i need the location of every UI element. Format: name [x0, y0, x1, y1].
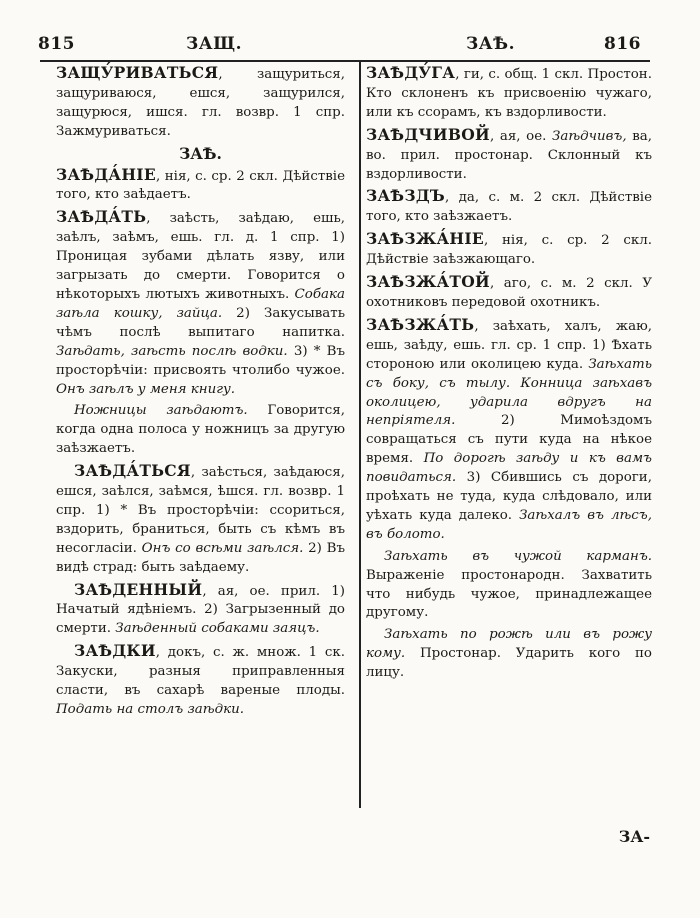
- headword: ЗАѢДЕННЫЙ: [74, 579, 203, 599]
- phrase-nozhnitsy: [56, 402, 345, 459]
- example: Заѣдать, заѣсть послѣ водки.: [56, 343, 288, 359]
- entry-zaezzhatoy: [366, 273, 652, 313]
- example: Заѣденный собаками заяцъ.: [115, 621, 320, 637]
- entry-text: , защуриться, защуриваюся, ешся, защурился, защурюся, ишся. гл. возвр. 1 спр. Зажмуриваться.: [56, 67, 345, 139]
- entry-text: , ая, ое. прил. 1) Начатый ядѣніемъ. 2) Загрызенный до смерти.: [56, 583, 345, 637]
- headword: ЗАѢЗЖА́НІЕ: [366, 229, 484, 249]
- example: По дорогѣ заѣду и къ вамъ повидаться.: [366, 451, 652, 486]
- header-rule: [40, 60, 650, 62]
- headword: ЗАѢДА́НІЕ: [56, 164, 156, 184]
- example: Заѣдчивъ,: [552, 128, 627, 144]
- example: Подать на столъ заѣдки.: [56, 702, 244, 717]
- headword: ЗАѢДА́ТЬСЯ: [74, 461, 191, 481]
- entry-text: , нія, с. ср. 2 скл. Дѣйствіе заѣзжающаго.: [366, 233, 652, 268]
- entry-text: ва, во. прил. простонар. Склонный къ вздорливости.: [366, 128, 652, 182]
- entry-text: , заѣхать, халъ, жаю, ешь, заѣду, ешь. гл. ср. 1 спр. 1) Ѣхать стороною или околицею куда.: [366, 318, 652, 372]
- entry-text: , нія, с. ср. 2 скл. Дѣйствіе того, кто заѣдаетъ.: [56, 168, 345, 203]
- headword: ЗАѢЗЖА́ТЬ: [366, 314, 475, 334]
- entry-text: Выраженіе простонародн. Захватить что нибудь чужое, принадлежащее другому.: [366, 567, 652, 621]
- entry-zaedchivoy: [366, 126, 652, 185]
- entry-zaezzhat: [366, 316, 652, 545]
- page-number-right: 816: [604, 34, 641, 54]
- example: Собака заѣла кошку, зайца.: [56, 286, 345, 321]
- entry-text: , да, с. м. 2 скл. Дѣйствіе того, кто заѣзжаетъ.: [366, 190, 652, 225]
- headword: ЗАЩУ́РИВАТЬСЯ: [56, 63, 219, 82]
- headword: ЗАѢДА́ТЬ: [56, 207, 147, 227]
- headword: ЗАѢЗДЪ: [366, 186, 446, 206]
- entry-text: , докъ, с. ж. множ. 1 ск. Закуски, разныя приправленныя сласти, въ сахарѣ вареные плоды.: [56, 645, 345, 699]
- example: Заѣхать съ боку, съ тылу. Конница заѣхавъ околицею, ударила вдругъ на непріятеля.: [366, 356, 652, 429]
- example: Ножницы заѣдаютъ.: [74, 403, 248, 419]
- column-divider: [359, 62, 361, 808]
- running-head-left: ЗАЩ.: [186, 34, 243, 54]
- headword: ЗАѢЗЖА́ТОЙ: [366, 272, 490, 292]
- catchword: ЗА-: [618, 827, 650, 846]
- entry-zaezzhanie: [366, 230, 652, 270]
- phrase-zaekhat-rozhe: [366, 626, 652, 683]
- entry-zaedanie: [56, 166, 345, 206]
- running-head-right: ЗАѢ.: [466, 34, 515, 54]
- example: Заѣхалъ въ лѣсъ, въ болото.: [366, 507, 652, 542]
- entry-text: , заѣсть, заѣдаю, ешь, заѣлъ, заѣмъ, ешь. гл. д. 1 спр. 1) Проницая зубами дѣлать язву, или загрызать до смерти. Говорится о нѣкоторыхъ лютыхъ животныхъ.: [56, 211, 345, 302]
- entry-zashchurivatsya: [56, 64, 345, 142]
- entry-text: 3) Сбившись съ дороги, проѣхать не туда, куда слѣдовало, или уѣхать куда далеко.: [366, 470, 652, 523]
- example: Онъ заѣлъ у меня книгу.: [56, 381, 236, 397]
- entry-text: 2) Закусывать чѣмъ послѣ выпитаго напитка.: [56, 305, 345, 340]
- section-heading: ЗАѢ.: [179, 143, 222, 163]
- entry-zaedatsya: [56, 462, 345, 577]
- left-column: [56, 64, 345, 723]
- entry-text: 2) Въ видѣ страд: быть заѣдаему.: [56, 540, 345, 575]
- phrase-zaekhat-karman: [366, 548, 652, 624]
- headword: ЗАѢДКИ: [74, 641, 156, 661]
- entry-text: 3) * Въ просторѣчіи: присвоять чтолибо чужое.: [56, 343, 345, 378]
- headword: ЗАѢДЧИВОЙ: [366, 124, 490, 144]
- entry-text: , заѣсться, заѣдаюся, ешся, заѣлся, заѣмся, ѣшся. гл. возвр. 1 спр. 1) * Въ просторѣчіи: ссориться, вздорить, браниться, быть съ кѣмъ въ несогласіи.: [56, 465, 345, 556]
- example: Заѣхать по рожѣ или въ рожу кому.: [366, 627, 652, 662]
- example: Онъ со всѣми заѣлся.: [141, 540, 304, 556]
- right-column: [366, 64, 652, 686]
- entry-text: Простонар. Ударить кого по лицу.: [366, 646, 652, 681]
- entry-text: , аго, с. м. 2 скл. У охотниковъ передовой охотникъ.: [366, 276, 652, 310]
- entry-zaezd: [366, 187, 652, 227]
- entry-text: , ги, с. общ. 1 скл. Простон. Кто склоненъ къ присвоенію чужаго, или къ ссорамъ, къ вздорливости.: [366, 67, 652, 120]
- entry-zaedat: [56, 208, 345, 399]
- entry-text: Говорится, когда одна полоса у ножницъ за другую заѣзжаетъ.: [56, 403, 345, 457]
- page-number-left: 815: [38, 34, 75, 54]
- entry-zaedki: [56, 642, 345, 720]
- example: Заѣхать въ чужой карманъ.: [384, 548, 652, 564]
- entry-text: , ая, ое.: [489, 128, 553, 144]
- entry-zaedennyy: [56, 581, 345, 640]
- headword: ЗАѢДУ́ГА: [366, 63, 456, 82]
- entry-zaeduga: [366, 64, 652, 123]
- entry-text: 2) Мимоѣздомъ совращаться съ пути куда на нѣкое время.: [366, 413, 652, 467]
